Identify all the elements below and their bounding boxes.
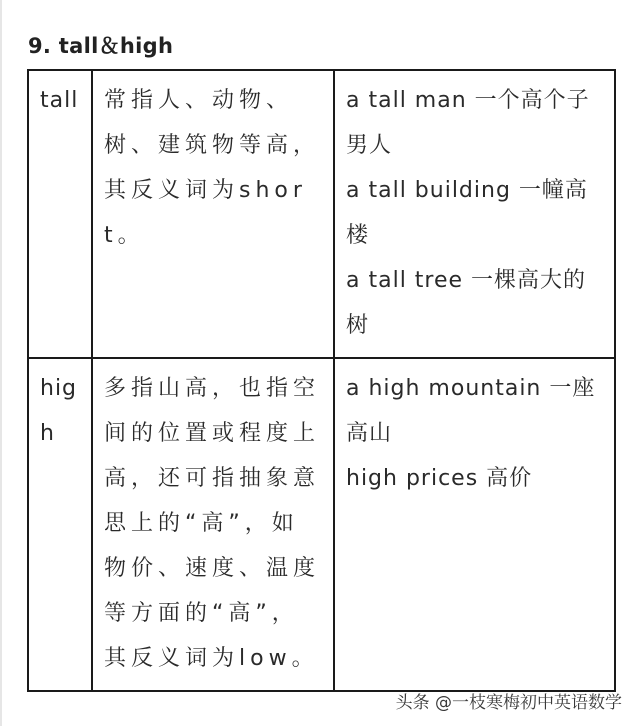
word-cell: tall: [28, 70, 92, 358]
word-cell: high: [28, 358, 92, 691]
section-heading: 9. tall＆high: [28, 34, 174, 58]
table-row: [28, 70, 615, 358]
examples-cell: [334, 358, 615, 691]
vocabulary-table: [27, 69, 616, 692]
meaning-cell: 多指山高，也指空间的位置或程度上高，还可指抽象意思上的“高”，如物价、速度、温度等方面的“高”，其反义词为low。: [92, 358, 334, 691]
examples-cell: [334, 70, 615, 358]
meaning-cell: 常指人、动物、树、建筑物等高，其反义词为short。: [92, 70, 334, 358]
example-item: a tall building 一幢高楼: [346, 178, 588, 248]
example-item: a tall tree 一棵高大的树: [346, 268, 587, 338]
example-item: a high mountain 一座高山: [346, 376, 596, 446]
page-left-border: [0, 0, 2, 726]
example-item: a tall man 一个高个子男人: [346, 88, 590, 158]
example-item: high prices 高价: [346, 466, 533, 491]
table-row: [28, 358, 615, 691]
source-watermark: 头条 @一枝寒梅初中英语数学: [395, 693, 622, 713]
